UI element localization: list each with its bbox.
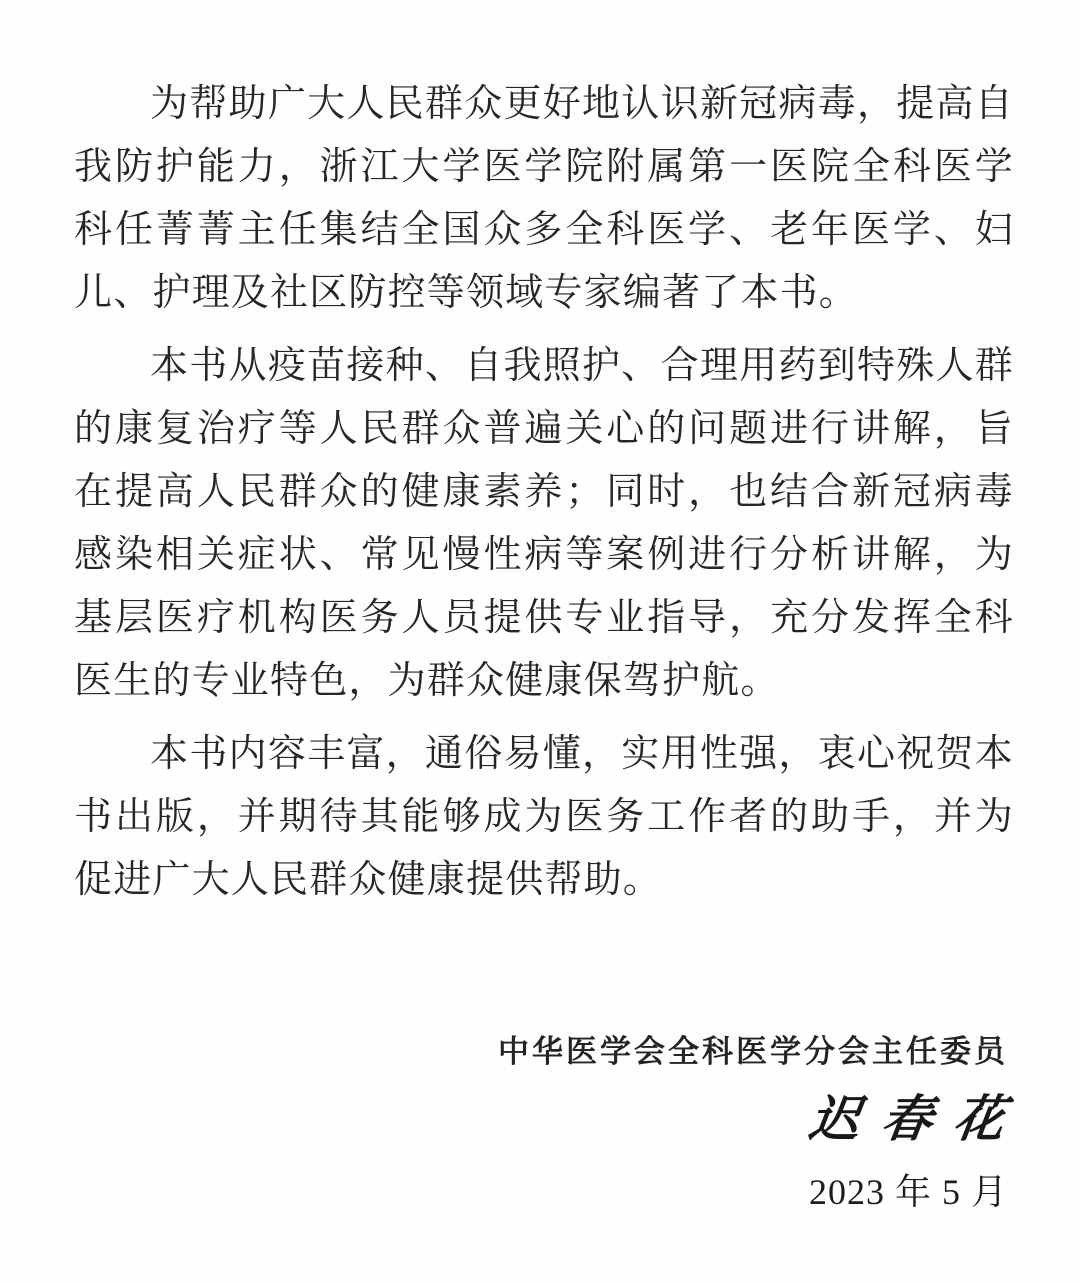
signature-block xyxy=(498,1024,1031,1222)
signer-organization: 中华医学会全科医学分会主任委员 xyxy=(498,1034,1008,1070)
paragraph-2: 本书从疫苗接种、自我照护、合理用药到特殊人群的康复治疗等人民群众普遍关心的问题进行讲解，旨在提高人民群众的健康素养；同时，也结合新冠病毒感染相关症状、常见慢性病等案例进行分析讲解，为基层医疗机构医务人员提供专业指导，充分发挥全科医生的专业特色，为群众健康保驾护航。 xyxy=(74,343,1014,702)
handwritten-signature: 迟春花 xyxy=(805,1089,1031,1148)
preface-body xyxy=(74,72,1014,921)
paragraph-1: 为帮助广大人民群众更好地认识新冠病毒，提高自我防护能力，浙江大学医学院附属第一医院全科医学科任菁菁主任集结全国众多全科医学、老年医学、妇儿、护理及社区防控等领域专家编著了本书。 xyxy=(74,81,1014,314)
signature-line xyxy=(498,1080,1031,1158)
signature-date: 2023 年 5 月 xyxy=(808,1172,1008,1212)
paragraph-3: 本书内容丰富，通俗易懂，实用性强，衷心祝贺本书出版，并期待其能够成为医务工作者的助手，并为促进广大人民群众健康提供帮助。 xyxy=(74,731,1014,901)
